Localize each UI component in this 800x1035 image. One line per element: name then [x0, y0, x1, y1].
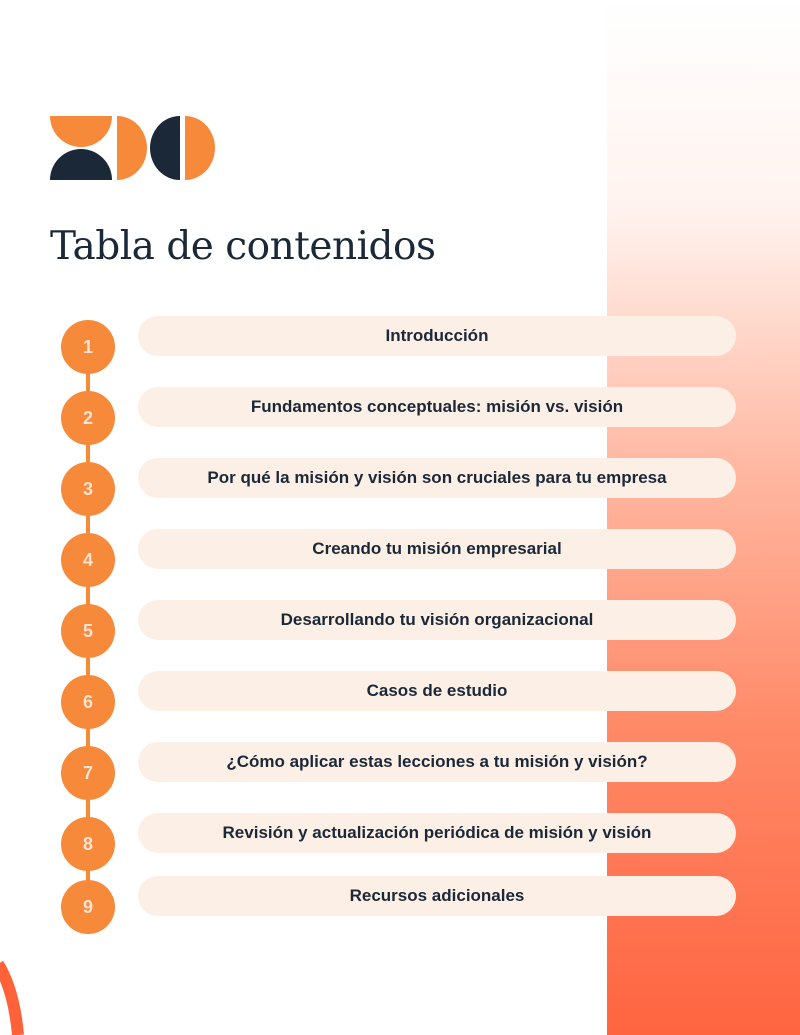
item-number: 9 — [61, 880, 115, 934]
brand-logo — [50, 116, 216, 180]
item-number: 8 — [61, 817, 115, 871]
item-label[interactable]: Por qué la misión y visión son cruciales para tu empresa — [138, 458, 736, 498]
item-label[interactable]: ¿Cómo aplicar estas lecciones a tu misión y visión? — [138, 742, 736, 782]
item-label[interactable]: Revisión y actualización periódica de misión y visión — [138, 813, 736, 853]
item-number: 3 — [61, 462, 115, 516]
item-label[interactable]: Casos de estudio — [138, 671, 736, 711]
toc-item[interactable] — [60, 604, 736, 658]
item-number: 2 — [61, 391, 115, 445]
toc-item[interactable] — [60, 880, 736, 934]
item-label[interactable]: Fundamentos conceptuales: misión vs. visión — [138, 387, 736, 427]
item-label[interactable]: Creando tu misión empresarial — [138, 529, 736, 569]
toc-item[interactable] — [60, 675, 736, 729]
item-number: 6 — [61, 675, 115, 729]
toc-item[interactable] — [60, 391, 736, 445]
toc-item[interactable] — [60, 533, 736, 587]
item-label[interactable]: Introducción — [138, 316, 736, 356]
item-label[interactable]: Recursos adicionales — [138, 876, 736, 916]
page-title: Tabla de contenidos — [50, 224, 436, 269]
item-label[interactable]: Desarrollando tu visión organizacional — [138, 600, 736, 640]
item-number: 5 — [61, 604, 115, 658]
item-number: 1 — [61, 320, 115, 374]
toc-item[interactable] — [60, 746, 736, 800]
item-number: 4 — [61, 533, 115, 587]
toc-item[interactable] — [60, 817, 736, 871]
toc-item[interactable] — [60, 320, 736, 374]
toc-item[interactable] — [60, 462, 736, 516]
decorative-arc — [0, 960, 40, 1035]
item-number: 7 — [61, 746, 115, 800]
